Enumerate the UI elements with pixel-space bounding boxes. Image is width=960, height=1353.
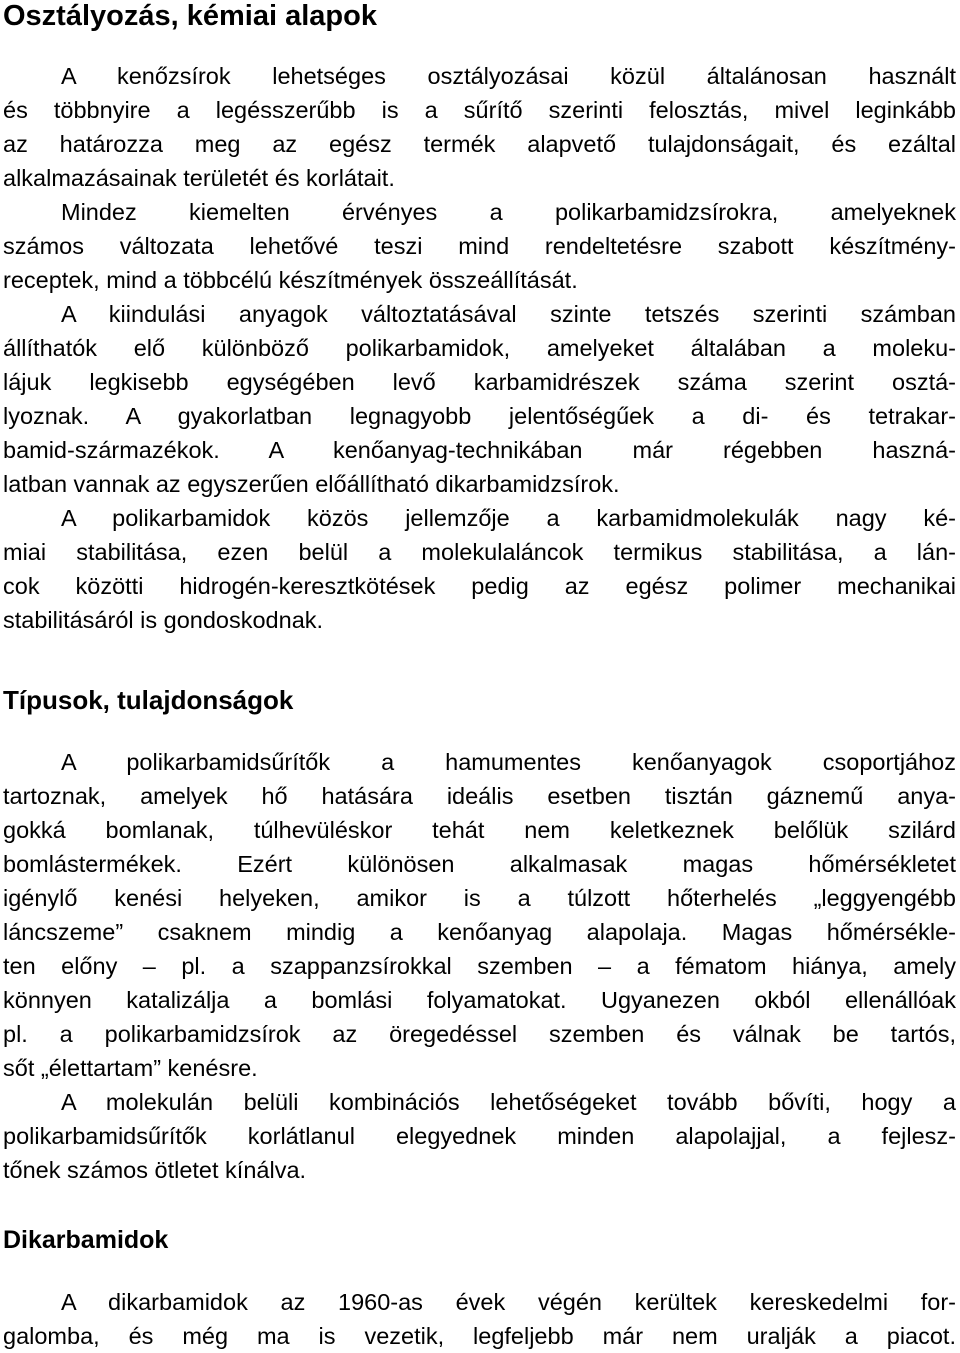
section-body-tipusok	[3, 745, 956, 1187]
paragraph	[3, 195, 956, 297]
text-line: alkalmazásainak területét és korlátait.	[3, 165, 395, 191]
paragraph	[3, 59, 956, 195]
text-line: tartoznak, amelyek hő hatására ideális esetben tisztán gáznemű anya-	[3, 783, 956, 809]
text-line: receptek, mind a többcélú készítmények összeállítását.	[3, 267, 578, 293]
paragraph	[3, 297, 956, 501]
text-line: ten előny – pl. a szappanzsírokkal szemben – a fématom hiánya, amely	[3, 953, 956, 979]
text-line: gokká bomlanak, túlhevüléskor tehát nem keletkeznek belőlük szilárd	[3, 817, 956, 843]
text-line: és többnyire a legésszerűbb is a sűrítő szerinti felosztás, mivel leginkább	[3, 97, 956, 123]
paragraph	[3, 745, 956, 1085]
text-line: állíthatók elő különböző polikarbamidok, amelyeket általában a moleku-	[3, 335, 956, 361]
section-heading-osztalyozas: Osztályozás, kémiai alapok	[3, 0, 377, 32]
text-line: A kiindulási anyagok változtatásával szinte tetszés szerinti számban	[61, 301, 956, 327]
text-line: lyoznak. A gyakorlatban legnagyobb jelentőségűek a di- és tetrakar-	[3, 403, 956, 429]
text-line: sőt „élettartam” kenésre.	[3, 1055, 258, 1081]
text-line: láncszeme” csaknem mindig a kenőanyag alapolaja. Magas hőmérsékle-	[3, 919, 956, 945]
text-line: az határozza meg az egész termék alapvető tulajdonságait, és ezáltal	[3, 131, 956, 157]
text-line: A polikarbamidok közös jellemzője a karbamidmolekulák nagy ké-	[61, 505, 956, 531]
text-line: A molekulán belüli kombinációs lehetőségeket tovább bővíti, hogy a	[61, 1089, 956, 1115]
paragraph	[3, 501, 956, 637]
text-line: pl. a polikarbamidzsírok az öregedéssel szemben és válnak be tartós,	[3, 1021, 956, 1047]
text-line: A polikarbamidsűrítők a hamumentes kenőanyagok csoportjához	[61, 749, 956, 775]
paragraph	[3, 1285, 956, 1353]
text-line: stabilitásáról is gondoskodnak.	[3, 607, 324, 633]
paragraph	[3, 1085, 956, 1187]
text-line: lájuk legkisebb egységében levő karbamidrészek száma szerint osztá-	[3, 369, 956, 395]
text-line: számos változata lehetővé teszi mind rendeltetésre szabott készítmény-	[3, 233, 956, 259]
text-line: miai stabilitása, ezen belül a molekulaláncok termikus stabilitása, a lán-	[3, 539, 956, 565]
text-line: Mindez kiemelten érvényes a polikarbamidzsírokra, amelyeknek	[61, 199, 956, 225]
text-line: cok közötti hidrogén-keresztkötések pedig az egész polimer mechanikai	[3, 573, 956, 599]
text-line: tőnek számos ötletet kínálva.	[3, 1157, 307, 1183]
text-line: latban vannak az egyszerűen előállítható dikarbamidzsírok.	[3, 471, 620, 497]
text-line: bamid-származékok. A kenőanyag-technikában már régebben haszná-	[3, 437, 956, 463]
section-body-osztalyozas	[3, 59, 956, 637]
text-line: polikarbamidsűrítők korlátlanul elegyednek minden alapolajjal, a fejlesz-	[3, 1123, 956, 1149]
text-line: igénylő kenési helyeken, amikor is a túlzott hőterhelés „leggyengébb	[3, 885, 956, 911]
section-body-dikarbamidok	[3, 1285, 956, 1353]
text-line: A kenőzsírok lehetséges osztályozásai közül általánosan használt	[61, 63, 956, 89]
text-line: A dikarbamidok az 1960-as évek végén kerültek kereskedelmi for-	[61, 1289, 956, 1315]
section-heading-dikarbamidok: Dikarbamidok	[3, 1226, 169, 1254]
text-line: könnyen katalizálja a bomlási folyamatokat. Ugyanezen okból ellenállóak	[3, 987, 956, 1013]
text-line: galomba, és még ma is vezetik, legfeljebb már nem uralják a piacot.	[3, 1323, 956, 1349]
text-line: bomlástermékek. Ezért különösen alkalmasak magas hőmérsékletet	[3, 851, 956, 877]
section-heading-tipusok: Típusok, tulajdonságok	[3, 685, 294, 715]
